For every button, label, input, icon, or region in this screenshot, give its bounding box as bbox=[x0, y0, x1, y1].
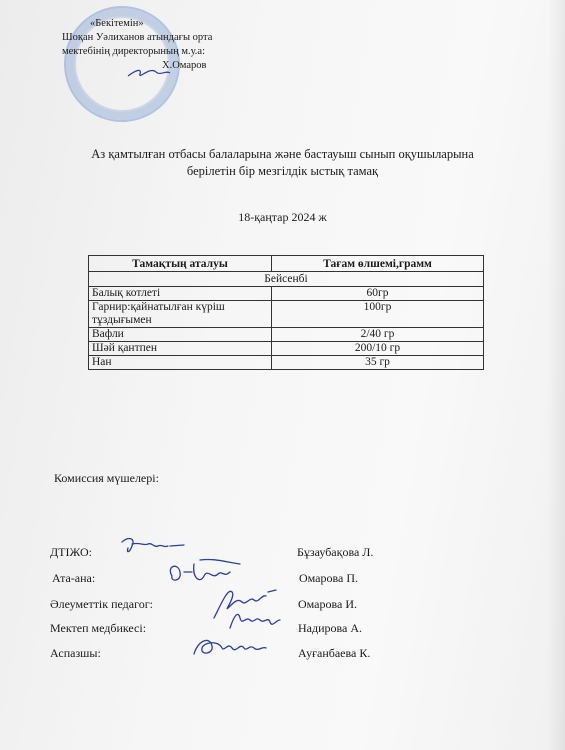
header-portion-size: Тағам өлшемі,грамм bbox=[272, 256, 484, 272]
approval-school: Шоқан Уәлиханов атындағы орта bbox=[62, 32, 213, 43]
dish-amount: 100гр bbox=[272, 301, 484, 328]
dish-amount: 60гр bbox=[272, 287, 484, 301]
dish-amount: 2/40 гр bbox=[272, 328, 484, 342]
day-label: Бейсенбі bbox=[89, 272, 484, 287]
signatory-name: Омарова П. bbox=[299, 571, 359, 585]
signatory-name: Омарова И. bbox=[298, 597, 358, 611]
page-edge-shadow bbox=[547, 0, 565, 750]
table-row bbox=[89, 356, 484, 370]
approval-heading: «Бекітемін» bbox=[90, 18, 144, 29]
signatory-role: Әлеуметтік педагог: bbox=[50, 597, 153, 611]
header-dish-name: Тамақтың аталуы bbox=[89, 256, 272, 272]
title-line-2: берілетін бір мезгілдік ыстық тамақ bbox=[186, 164, 379, 178]
signatory-role: Мектеп медбикесі: bbox=[50, 621, 147, 635]
signatory-role: Ата-ана: bbox=[52, 571, 96, 585]
approval-position: мектебінің директорының м.у.а: bbox=[62, 46, 205, 57]
dish-amount: 200/10 гр bbox=[272, 342, 484, 356]
commission-label: Комиссия мүшелері: bbox=[54, 471, 159, 485]
table-header-row bbox=[89, 256, 484, 272]
dish-amount: 35 гр bbox=[272, 356, 484, 370]
signature-cook bbox=[188, 632, 268, 662]
signatory-name: Бұзаубақова Л. bbox=[297, 545, 374, 559]
dish-name: Шәй қантпен bbox=[89, 342, 272, 356]
dish-name: Балық котлеті bbox=[89, 287, 272, 301]
signatory-name: Надирова А. bbox=[298, 621, 363, 635]
signatory-role: Аспазшы: bbox=[50, 646, 101, 660]
table-row bbox=[89, 342, 484, 356]
director-signature bbox=[126, 60, 172, 82]
table-row bbox=[89, 328, 484, 342]
dish-name: Вафли bbox=[89, 328, 272, 342]
table-row bbox=[89, 287, 484, 301]
table-day-row bbox=[89, 272, 484, 287]
dish-name: Нан bbox=[89, 356, 272, 370]
approval-director-name: Х.Омаров bbox=[162, 60, 207, 71]
title-line-1: Аз қамтылған отбасы балаларына және бастауыш сынып оқушыларына bbox=[91, 147, 474, 161]
signatory-name: Ауғанбаева К. bbox=[298, 646, 371, 660]
document-date: 18-қаңтар 2024 ж bbox=[238, 210, 327, 224]
document-title bbox=[60, 146, 505, 180]
table-row bbox=[89, 301, 484, 328]
dish-name: Гарнир:қайнатылған күріш тұздығымен bbox=[89, 301, 272, 328]
signatory-role: ДТІЖО: bbox=[50, 545, 92, 559]
menu-table bbox=[88, 255, 484, 370]
